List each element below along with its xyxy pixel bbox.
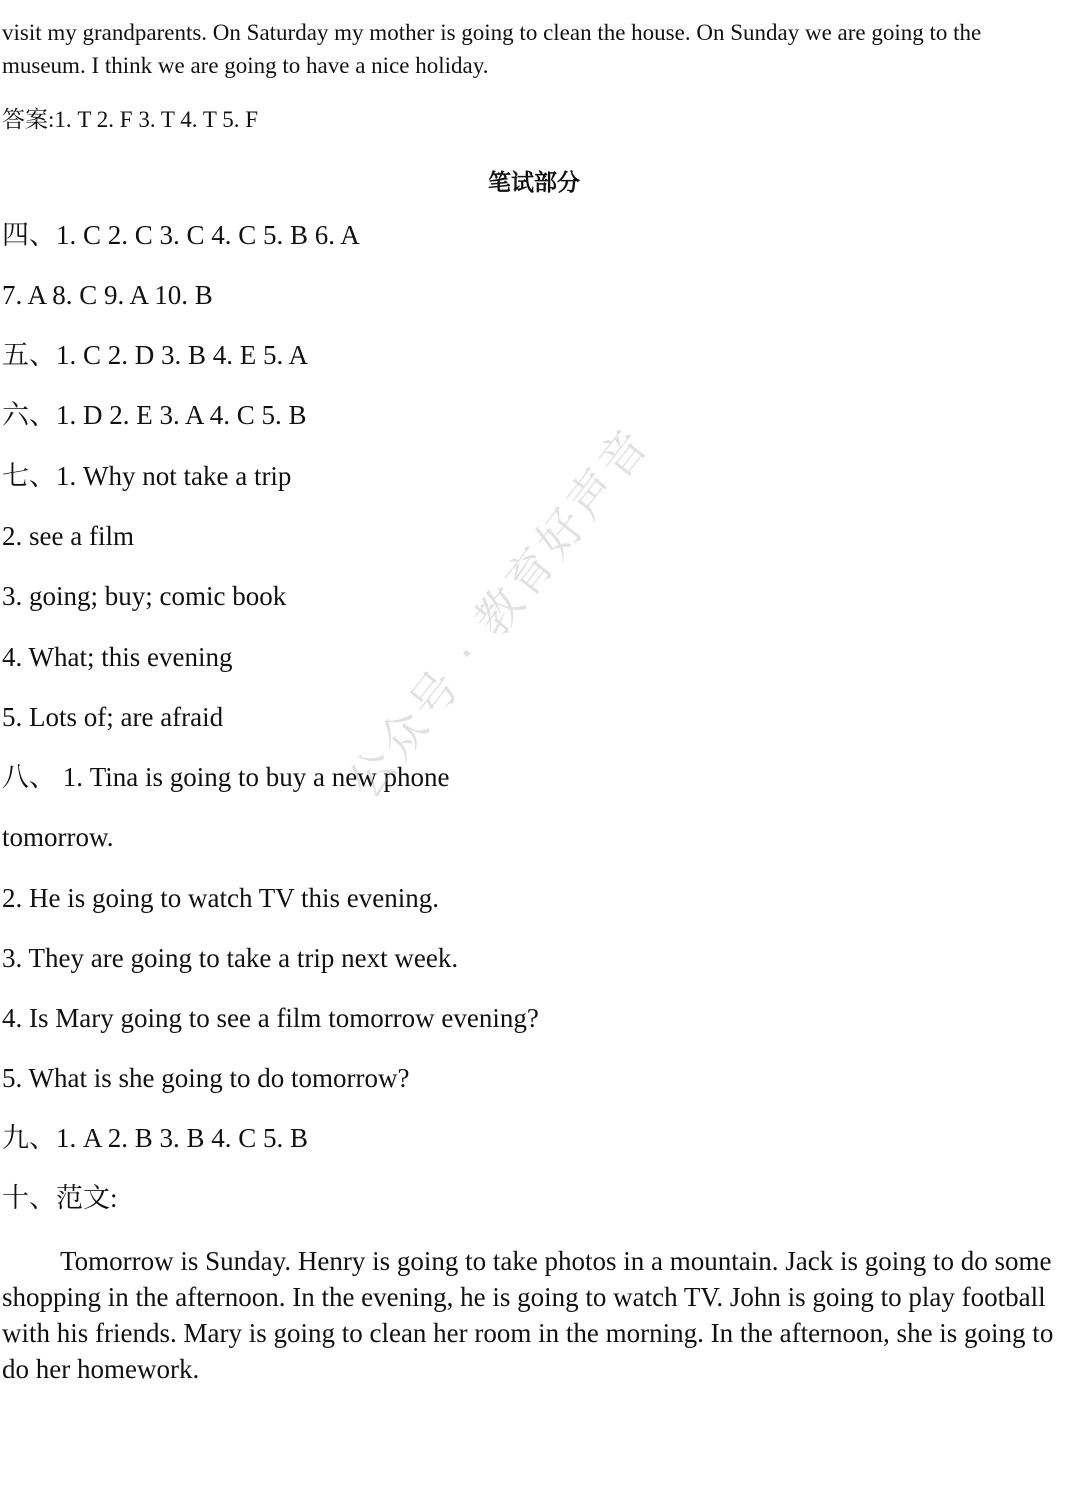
listening-answers: 答案:1. T 2. F 3. T 4. T 5. F	[2, 107, 259, 132]
answers-section-7-line-4: 4. What; this evening	[2, 642, 233, 672]
answers-section-5: 五、1. C 2. D 3. B 4. E 5. A	[2, 340, 309, 370]
sample-essay: Tomorrow is Sunday. Henry is going to take photos in a mountain. Jack is going to do some shopping in the afternoon. In the evening, he is going to watch TV. John is going to play football with his friends. Mary is going to clean her room in the morning. In the afternoon, she is going to do her homework.	[2, 1246, 1054, 1384]
intro-paragraph: visit my grandparents. On Saturday my mother is going to clean the house. On Sunday we are going to the museum. I think we are going to have a nice holiday.	[2, 20, 982, 78]
watermark: 公众号 · 教育好声音	[337, 416, 661, 809]
answers-section-8-line-6: 5. What is she going to do tomorrow?	[2, 1063, 410, 1093]
answers-section-8-line-2: tomorrow.	[2, 822, 114, 852]
answers-section-8-line-5: 4. Is Mary going to see a film tomorrow evening?	[2, 1003, 539, 1033]
answers-section-4-line-1: 四、1. C 2. C 3. C 4. C 5. B 6. A	[2, 220, 360, 250]
answers-section-9: 九、1. A 2. B 3. B 4. C 5. B	[2, 1123, 309, 1153]
answers-section-8-line-4: 3. They are going to take a trip next week.	[2, 943, 459, 973]
answers-section-7-line-3: 3. going; buy; comic book	[2, 581, 287, 611]
section-10-heading: 十、范文:	[2, 1183, 118, 1213]
answers-section-6: 六、1. D 2. E 3. A 4. C 5. B	[2, 400, 307, 430]
section-heading: 笔试部分	[488, 170, 580, 196]
answers-section-8-line-3: 2. He is going to watch TV this evening.	[2, 883, 439, 913]
answers-section-7-line-2: 2. see a film	[2, 521, 134, 551]
answers-section-4-line-2: 7. A 8. C 9. A 10. B	[2, 280, 213, 310]
answers-section-7-line-1: 七、1. Why not take a trip	[2, 461, 292, 491]
answers-section-8-line-1: 八、 1. Tina is going to buy a new phone	[2, 762, 450, 792]
answers-section-7-line-5: 5. Lots of; are afraid	[2, 702, 224, 732]
